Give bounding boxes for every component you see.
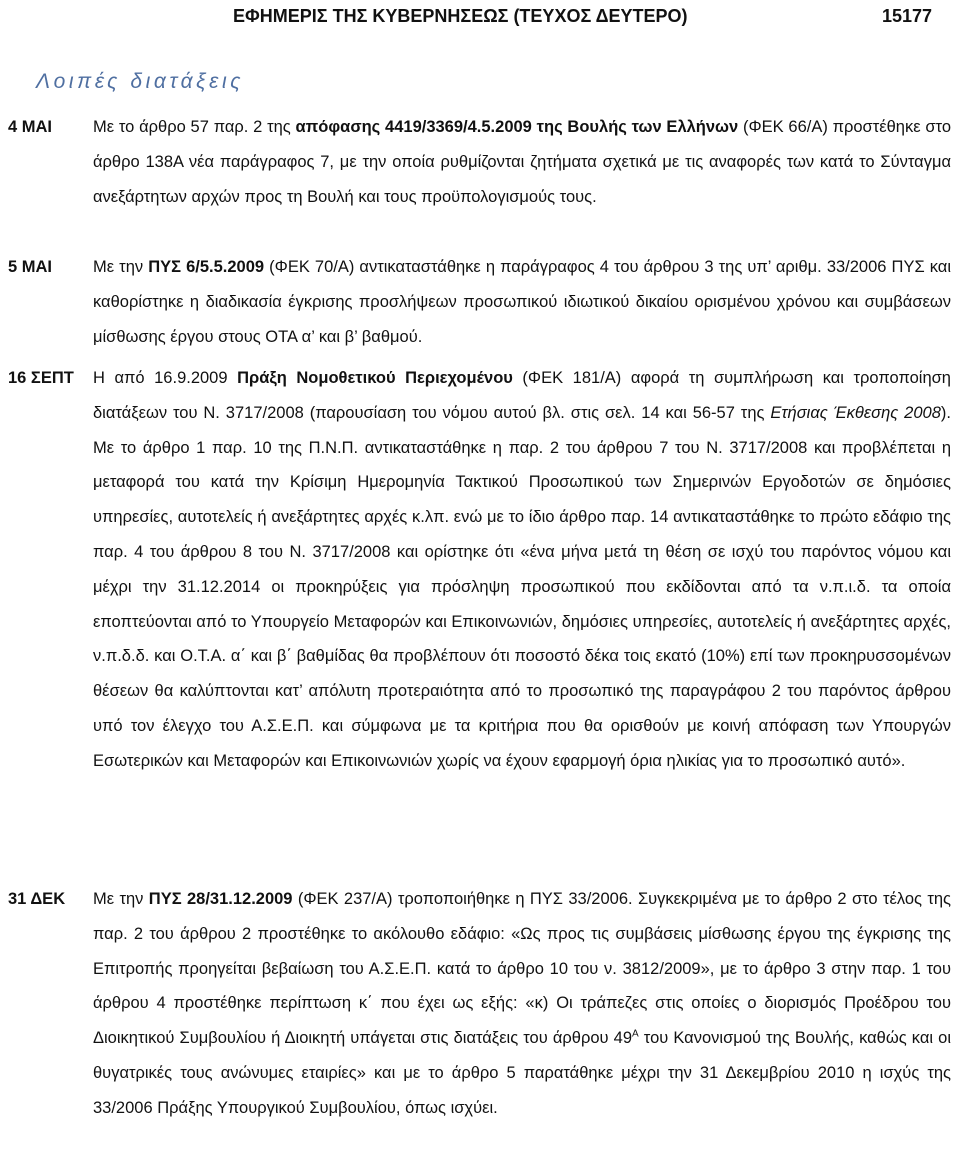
entry-date: 4 ΜΑΙ [8,118,53,136]
text-run: Με την [93,890,149,908]
entry-date: 5 ΜΑΙ [8,258,53,276]
text-run: Με το άρθρο 57 παρ. 2 της [93,118,296,136]
page-header [0,6,960,36]
bold-text: ΠΥΣ 28/31.12.2009 [148,890,293,908]
page-number: 15177 [882,6,933,26]
bold-text: απόφασης 4419/3369/4.5.2009 της Βουλής των Ελλήνων [295,118,739,136]
entry-date: 31 ΔΕΚ [8,890,66,908]
entry-text [93,361,951,779]
text-run: (ΦΕΚ 66/Α) προστέθηκε στο άρθρο 138Α νέα παράγραφος 7, με την οποία ρυθμίζονται ζητήματα σχετικά με τις αναφορές των κατά το Σύνταγμα ανεξάρτητων αρχών προς τη Βουλή και τους προϋπολογισμούς τους. [93,118,951,206]
text-run: ). Με το άρθρο 1 παρ. 10 της Π.Ν.Π. αντικαταστάθηκε η παρ. 2 του άρθρου 7 του Ν. 3717/2008 και προβλέπεται η μεταφορά του κατά την Κρίσιμη Ημερομηνία Τακτικού Προσωπικού των Σημερινών Εργοδοτών σε δημόσιες υπηρεσίες, αυτοτελείς ή ανεξάρτητες αρχές κ.λπ. ενώ με το ίδιο άρθρο παρ. 14 αντικαταστάθηκε το πρώτο εδάφιο της παρ. 4 του άρθρου 8 του Ν. 3717/2008 και ορίστηκε ότι «ένα μήνα μετά τη θέση σε ισχύ του παρόντος νόμου και μέχρι την 31.12.2014 οι προκηρύξεις για πρόσληψη προσωπικού που εκδίδονται από τα ν.π.ι.δ. τα οποία εποπτεύονται από το Υπουργείο Μεταφορών και Επικοινωνιών, δημόσιες υπηρεσίες, αυτοτελείς ή ανεξάρτητες αρχές, ν.π.δ.δ. και Ο.Τ.Α. α΄ και β΄ βαθμίδας θα προβλέπουν ότι ποσοστό δέκα τοις εκατό (10%) επί των προκηρυσσομένων θέσεων θα καλύπτονται κατ’ απόλυτη προτεραιότητα από το προσωπικό της παραγράφου 2 του παρόντος άρθρου υπό τον έλεγχο του Α.Σ.Ε.Π. και σύμφωνα με τα κριτήρια που θα ορισθούν με κοινή απόφαση των Υπουργών Εσωτερικών και Μεταφορών και Επικοινωνιών χωρίς να έχουν εφαρμογή όρια ηλικίας για το προσωπικό αυτό». [93,403,951,770]
entry-text [93,250,951,354]
superscript-text: Α [632,1028,639,1040]
text-run: (ΦΕΚ 70/Α) αντικαταστάθηκε η παράγραφος 4 του άρθρου 3 της υπ’ αριθμ. 33/2006 ΠΥΣ και καθορίστηκε η διαδικασία έγκρισης προσλήψεων προσωπικού ιδιωτικού δικαίου ορισμένου χρόνου και συμβάσεων μίσθωσης έργου στους ΟΤΑ α’ και β’ βαθμού. [93,258,951,346]
text-run: του Κανονισμού της Βουλής, καθώς και οι θυγατρικές τους ανώνυμες εταιρίες» και με το άρθρο 5 παρατάθηκε μέχρι την 31 Δεκεμβρίου 2010 η ισχύς της 33/2006 Πράξης Υπουργικού Συμβουλίου, όπως ισχύει. [93,1029,951,1117]
gazette-title: ΕΦΗΜΕΡΙΣ ΤΗΣ ΚΥΒΕΡΝΗΣΕΩΣ (ΤΕΥΧΟΣ ΔΕΥΤΕΡΟ) [233,6,688,26]
text-run: Η από 16.9.2009 [93,369,238,387]
text-run: (ΦΕΚ 181/Α) αφορά τη συμπλήρωση και τροποποίηση διατάξεων του Ν. 3717/2008 (παρουσίαση του νόμου αυτού βλ. στις σελ. 14 και 56-57 της [93,369,951,422]
italic-text: Ετήσιας Έκθεσης 2008 [770,403,941,422]
entry-text [93,110,951,214]
text-run: Με την [93,258,149,276]
entry-text [93,882,951,1126]
text-run: (ΦΕΚ 237/Α) τροποποιήθηκε η ΠΥΣ 33/2006. Συγκεκριμένα με το άρθρο 2 στο τέλος της παρ. 2 του άρθρου 2 προστέθηκε το ακόλουθο εδάφιο: «Ως προς τις συμβάσεις μίσθωσης έργου της έγκρισης της Επιτροπής προηγείται βεβαίωση του Α.Σ.Ε.Π. κατά το άρθρο 10 του ν. 3812/2009», με το άρθρο 3 στην παρ. 1 του άρθρου 4 προστέθηκε περίπτωση κ΄ που έχει ως εξής: «κ) Οι τράπεζες στις οποίες ο διορισμός Προέδρου του Διοικητικού Συμβουλίου ή Διοικητή υπάγεται στις διατάξεις του άρθρου 49 [93,890,951,1048]
bold-text: Πράξη Νομοθετικού Περιεχομένου [237,369,513,387]
section-heading: Λοιπές διατάξεις [36,70,245,93]
entry-date: 16 ΣΕΠΤ [8,369,74,387]
bold-text: ΠΥΣ 6/5.5.2009 [148,258,265,276]
